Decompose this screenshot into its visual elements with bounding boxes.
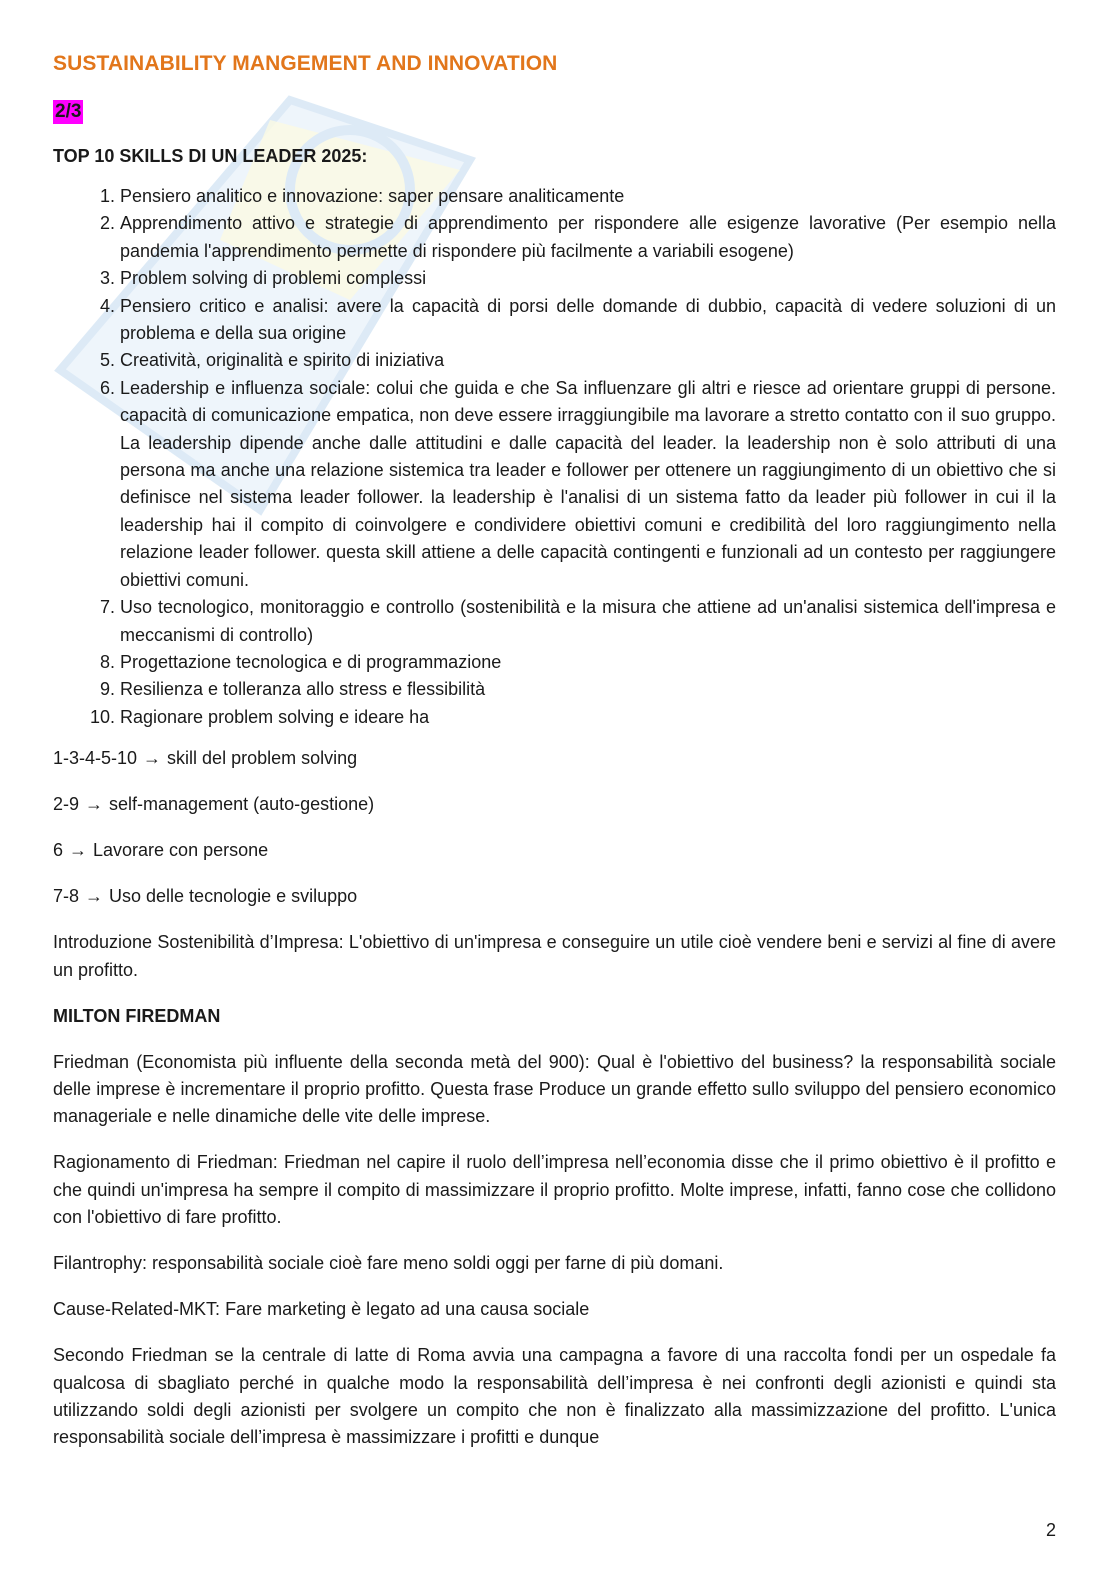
arrow-right-icon: →: [143, 748, 162, 769]
document-page: [53, 52, 1056, 1470]
group-text: Lavorare con persone: [93, 840, 269, 861]
arrow-right-icon: →: [85, 794, 104, 815]
list-item: 2. Apprendimento attivo e strategie di apprendimento per rispondere alle esigenze lavorative (Per esempio nella pandemia l'apprendimento permette di rispondere più facilmente a variabili esogene): [120, 210, 1056, 265]
group-ids: 7-8: [53, 886, 80, 907]
group-ids: 1-3-4-5-10: [53, 748, 138, 769]
friedman-heading: MILTON FIREDMAN: [53, 1005, 221, 1026]
list-item: 5. Creatività, originalità e spirito di iniziativa: [120, 347, 1056, 374]
paragraph: Friedman (Economista più influente della seconda metà del 900): Qual è l'obiettivo del business? la responsabilità sociale delle imprese è incrementare il proprio profitto. Questa frase Produce un grande effetto sullo sviluppo del pensiero economico manageriale e nelle dinamiche delle vite delle imprese.: [53, 1051, 1056, 1127]
list-item: 3. Problem solving di problemi complessi: [120, 265, 1056, 292]
skill-group: [53, 883, 1056, 910]
date-tag: 2/3: [55, 101, 82, 122]
list-item: 6. Leadership e influenza sociale: colui che guida e che Sa influenzare gli altri e riesce ad orientare gruppi di persone. capacità di comunicazione empatica, non deve essere irraggiungibile ma lavorare a stretto contatto con il suo gruppo. La leadership dipende anche dalle attitudini e dalle capacità del leader. la leadership non è solo attributi di una persona ma anche una relazione sistemica tra leader e follower per ottenere un raggiungimento di un obiettivo che si definisce nel sistema leader follower. la leadership è l'analisi di un sistema fatto da leader più follower in cui il la leadership hai il compito di coinvolgere e condividere obiettivi comuni e credibilità del loro raggiungimento nella relazione leader follower. questa skill attiene a delle capacità contingenti e funzionali ad un contesto per raggiungere obiettivi comuni.: [120, 375, 1056, 594]
group-text: skill del problem solving: [167, 748, 358, 769]
group-ids: 6: [53, 840, 64, 861]
list-item: 7. Uso tecnologico, monitoraggio e controllo (sostenibilità e la misura che attiene ad un'analisi sistemica dell'impresa e meccanismi di controllo): [120, 594, 1056, 649]
skill-group: [53, 791, 1056, 818]
skills-list: [53, 183, 1056, 731]
skill-group: [53, 837, 1056, 864]
document-title: SUSTAINABILITY MANGEMENT AND INNOVATION: [53, 52, 558, 75]
arrow-right-icon: →: [85, 886, 104, 907]
list-item: 10. Ragionare problem solving e ideare ha: [120, 704, 1056, 731]
list-item: 1. Pensiero analitico e innovazione: saper pensare analiticamente: [120, 183, 1056, 210]
page-number: 2: [1045, 1520, 1056, 1540]
group-ids: 2-9: [53, 794, 80, 815]
skills-heading: TOP 10 SKILLS DI UN LEADER 2025:: [53, 146, 368, 166]
paragraph: Ragionamento di Friedman: Friedman nel capire il ruolo dell’impresa nell’economia disse che il primo obiettivo è il profitto e che quindi un'impresa ha sempre il compito di massimizzare il proprio profitto. Molte imprese, infatti, fanno cose che collidono con l'obiettivo di fare profitto.: [53, 1152, 1056, 1228]
intro-paragraph: Introduzione Sostenibilità d’Impresa: L'obiettivo di un'impresa e conseguire un utile cioè vendere beni e servizi al fine di avere un profitto.: [53, 932, 1056, 980]
list-item: 8. Progettazione tecnologica e di programmazione: [120, 649, 1056, 676]
group-text: Uso delle tecnologie e sviluppo: [109, 886, 358, 907]
skill-group: [53, 745, 1056, 772]
paragraph: Filantrophy: responsabilità sociale cioè fare meno soldi oggi per farne di più domani.: [53, 1253, 724, 1274]
arrow-right-icon: →: [69, 840, 88, 861]
group-text: self-management (auto-gestione): [109, 794, 375, 815]
paragraph: Secondo Friedman se la centrale di latte di Roma avvia una campagna a favore di una raccolta fondi per un ospedale fa qualcosa di sbagliato perché in qualche modo la responsabilità dell’impresa è nei confronti degli azionisti e quindi sta utilizzando soldi degli azionisti per svolgere un compito che non è finalizzato alla massimizzazione del profitto. L'unica responsabilità sociale dell’impresa è massimizzare i profitti e dunque: [53, 1345, 1056, 1448]
list-item: 9. Resilienza e tolleranza allo stress e flessibilità: [120, 676, 1056, 703]
list-item: 4. Pensiero critico e analisi: avere la capacità di porsi delle domande di dubbio, capacità di vedere soluzioni di un problema e della sua origine: [120, 293, 1056, 348]
paragraph: Cause-Related-MKT: Fare marketing è legato ad una causa sociale: [53, 1299, 590, 1320]
